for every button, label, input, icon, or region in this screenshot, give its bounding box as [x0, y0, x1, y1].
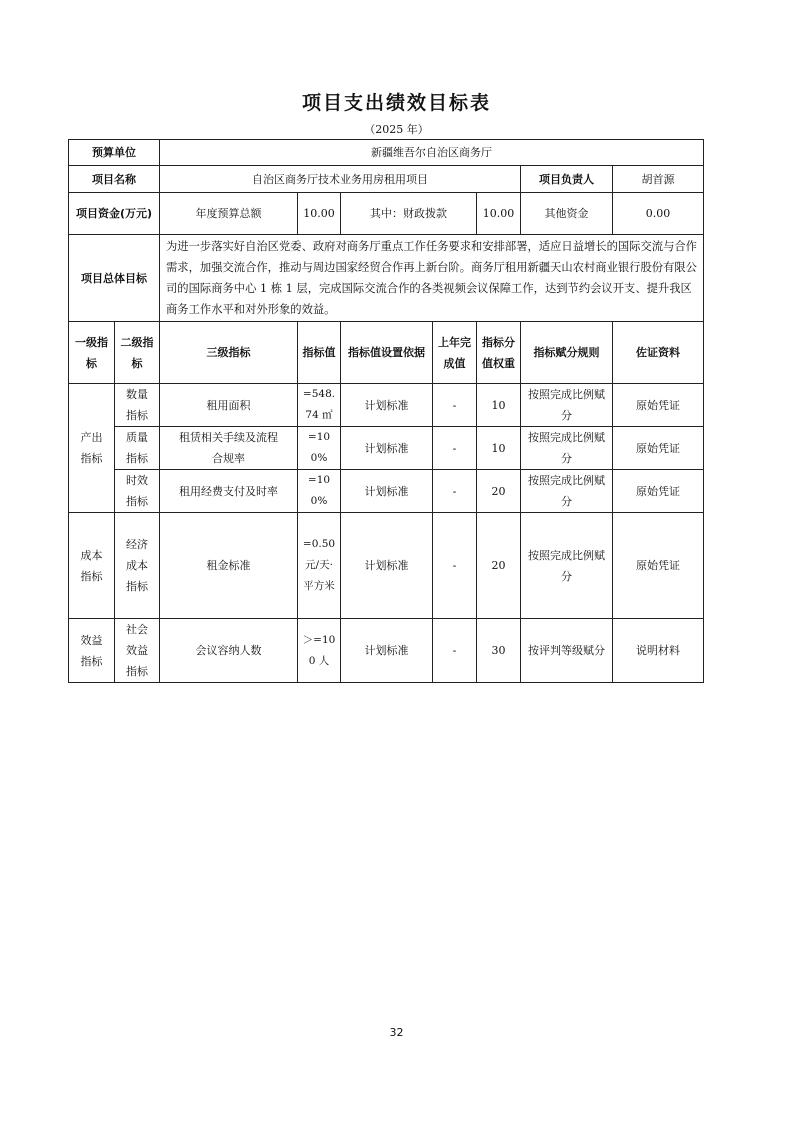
fiscal-funds-label: 其中：财政拨款 [341, 193, 477, 235]
level2-cell: 时效指标 [115, 470, 160, 513]
weight-cell: 10 [477, 384, 521, 427]
page-title: 项目支出绩效目标表 [301, 92, 491, 114]
level2-cell: 经济成本指标 [115, 513, 160, 619]
table-row [69, 619, 704, 683]
other-funds-value: 0.00 [613, 193, 704, 235]
basis-cell: 计划标准 [341, 384, 433, 427]
weight-cell: 20 [477, 513, 521, 619]
project-name-value: 自治区商务厅技术业务用房租用项目 [160, 166, 521, 193]
project-leader-label: 项目负责人 [521, 166, 613, 193]
last-year-cell: - [433, 470, 477, 513]
annual-budget-label: 年度预算总额 [160, 193, 298, 235]
col-level3-header: 三级指标 [160, 322, 298, 384]
scoring-cell: 按照完成比例赋分 [521, 427, 613, 470]
evidence-cell: 原始凭证 [613, 427, 704, 470]
group-cost-label: 成本指标 [69, 513, 115, 619]
project-goal-text: 为进一步落实好自治区党委、政府对商务厅重点工作任务要求和安排部署，适应日益增长的国际交流与合作需求，加强交流合作，推动与周边国家经贸合作再上新台阶。商务厅租用新疆天山农村商业银行股份有限公司的国际商务中心 1 栋 1 层，完成国际交流合作的各类视频会议保障工作，达到节约会议开支、提升我区商务工作水平和对外形象的效益。 [160, 235, 704, 322]
scoring-cell: 按照完成比例赋分 [521, 513, 613, 619]
project-funds-label: 项目资金(万元) [69, 193, 160, 235]
target-cell: ＞=100 人 [298, 619, 341, 683]
col-basis-header: 指标值设置依据 [341, 322, 433, 384]
budget-unit-label: 预算单位 [69, 140, 160, 166]
basis-cell: 计划标准 [341, 427, 433, 470]
project-funds-row [69, 193, 704, 235]
table-row [69, 384, 704, 427]
last-year-cell: - [433, 619, 477, 683]
last-year-cell: - [433, 513, 477, 619]
target-cell: =100% [298, 470, 341, 513]
evidence-cell: 说明材料 [613, 619, 704, 683]
col-level1-header: 一级指标 [69, 322, 115, 384]
table-row [69, 513, 704, 619]
evidence-cell: 原始凭证 [613, 470, 704, 513]
level2-cell: 质量指标 [115, 427, 160, 470]
col-weight-header: 指标分值权重 [477, 322, 521, 384]
other-funds-label: 其他资金 [521, 193, 613, 235]
col-last-year-header: 上年完成值 [433, 322, 477, 384]
table-row [69, 470, 704, 513]
project-leader-value: 胡首源 [613, 166, 704, 193]
level3-cell: 租金标准 [160, 513, 298, 619]
level3-cell: 租赁相关手续及流程合规率 [160, 427, 298, 470]
level2-cell: 数量指标 [115, 384, 160, 427]
table-row [69, 427, 704, 470]
level3-cell: 会议容纳人数 [160, 619, 298, 683]
evidence-cell: 原始凭证 [613, 513, 704, 619]
weight-cell: 30 [477, 619, 521, 683]
budget-unit-value: 新疆维吾尔自治区商务厅 [160, 140, 704, 166]
page-number: 32 [389, 1026, 404, 1039]
column-header-row [69, 322, 704, 384]
col-target-header: 指标值 [298, 322, 341, 384]
target-cell: =548.74 ㎡ [298, 384, 341, 427]
evidence-cell: 原始凭证 [613, 384, 704, 427]
level3-cell: 租用经费支付及时率 [160, 470, 298, 513]
year-label: （2025 年） [364, 123, 429, 136]
budget-unit-row [69, 140, 704, 166]
last-year-cell: - [433, 384, 477, 427]
weight-cell: 20 [477, 470, 521, 513]
group-output-label: 产出指标 [69, 384, 115, 513]
basis-cell: 计划标准 [341, 513, 433, 619]
project-name-row [69, 166, 704, 193]
target-cell: =0.50 元/天·平方米 [298, 513, 341, 619]
scoring-cell: 按评判等级赋分 [521, 619, 613, 683]
project-goal-label: 项目总体目标 [69, 235, 160, 322]
last-year-cell: - [433, 427, 477, 470]
performance-target-table [68, 139, 704, 683]
weight-cell: 10 [477, 427, 521, 470]
project-name-label: 项目名称 [69, 166, 160, 193]
col-level2-header: 二级指标 [115, 322, 160, 384]
level3-cell: 租用面积 [160, 384, 298, 427]
col-scoring-header: 指标赋分规则 [521, 322, 613, 384]
level2-cell: 社会效益指标 [115, 619, 160, 683]
group-benefit-label: 效益指标 [69, 619, 115, 683]
fiscal-funds-value: 10.00 [477, 193, 521, 235]
basis-cell: 计划标准 [341, 619, 433, 683]
annual-budget-value: 10.00 [298, 193, 341, 235]
project-goal-row [69, 235, 704, 322]
scoring-cell: 按照完成比例赋分 [521, 470, 613, 513]
basis-cell: 计划标准 [341, 470, 433, 513]
scoring-cell: 按照完成比例赋分 [521, 384, 613, 427]
col-evidence-header: 佐证资料 [613, 322, 704, 384]
target-cell: =100% [298, 427, 341, 470]
